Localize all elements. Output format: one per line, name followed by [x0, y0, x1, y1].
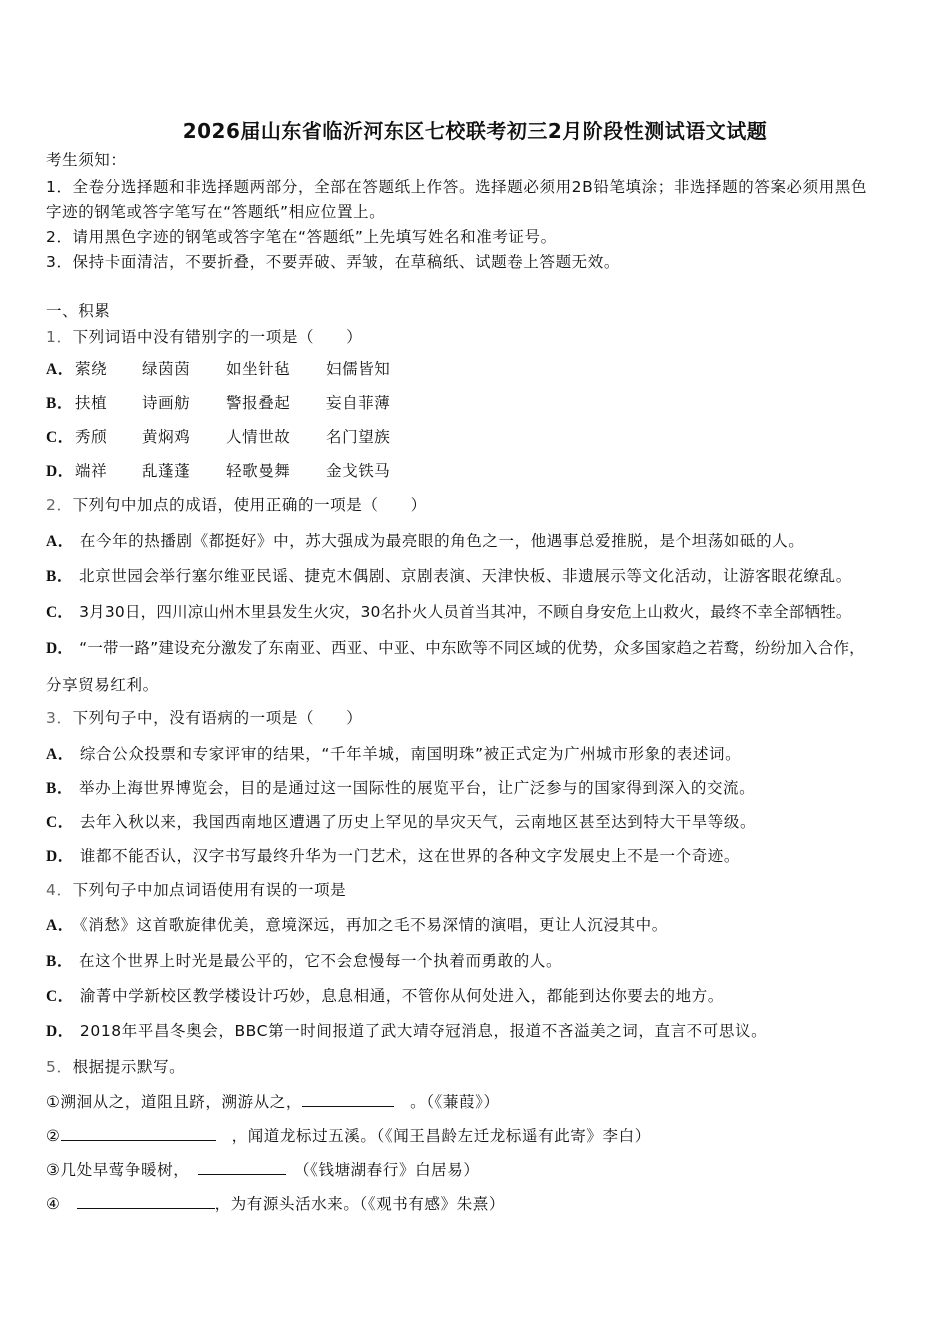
option-label: D． — [46, 1023, 74, 1040]
q4-option-b — [46, 951, 562, 972]
option-word: 绿茵茵 — [142, 360, 191, 378]
question-number: 4． — [46, 881, 73, 899]
option-label: C． — [46, 814, 74, 831]
option-text: 在今年的热播剧《都挺好》中，苏大强成为最亮眼的角色之一，他遇事总爱推脱，是个坦荡如砥的人。 — [79, 532, 805, 550]
option-word: 秀颀 — [75, 428, 108, 446]
question-text: 根据提示默写。 — [72, 1058, 186, 1076]
question-1-stem — [46, 327, 362, 347]
option-word: 警报叠起 — [226, 394, 291, 412]
notice-line: 2．请用黑色字迹的钢笔或答字笔在“答题纸”上先填写姓名和准考证号。 — [46, 228, 557, 246]
question-3-stem — [46, 708, 362, 728]
question-text: 下列句子中，没有语病的一项是（ ） — [72, 709, 363, 727]
option-label: B． — [46, 395, 74, 412]
item-source: （《钱塘湖春行》白居易） — [301, 1161, 480, 1179]
option-text: 2018年平昌冬奥会，BBC第一时间报道了武大靖夺冠消息，报道不吝溢美之词，直言不可思议。 — [79, 1022, 768, 1040]
option-label: A． — [46, 746, 74, 763]
q4-option-a — [46, 915, 668, 936]
q1-option-a — [46, 359, 546, 379]
answer-blank[interactable] — [61, 1125, 216, 1141]
q4-option-d — [46, 1021, 767, 1042]
item-text: ④ — [46, 1195, 61, 1213]
notice-heading: 考生须知： — [46, 151, 127, 169]
option-label: B． — [46, 568, 74, 585]
item-source: ，为有源头活水来。（《观书有感》朱熹） — [214, 1195, 506, 1213]
question-text: 下列词语中没有错别字的一项是（ ） — [72, 328, 363, 346]
option-text: 综合公众投票和专家评审的结果，“千年羊城，南国明珠”被正式定为广州城市形象的表述词。 — [79, 745, 742, 763]
q4-option-c — [46, 986, 724, 1007]
option-label: C． — [46, 429, 74, 446]
option-text: 3月30日，四川凉山州木里县发生火灾，30名扑火人员首当其冲，不顾自身安危上山救火，最终不幸全部牺牲。 — [79, 603, 852, 621]
question-number: 1． — [46, 328, 73, 346]
option-word: 萦绕 — [75, 360, 108, 378]
item-source: ，闻道龙标过五溪。（《闻王昌龄左迁龙标遥有此寄》李白） — [231, 1127, 651, 1145]
option-text: 北京世园会举行塞尔维亚民谣、捷克木偶剧、京剧表演、天津快板、非遗展示等文化活动，让游客眼花缭乱。 — [79, 567, 852, 585]
q5-item-3 — [46, 1159, 479, 1180]
option-label: A． — [46, 917, 74, 934]
option-label: B． — [46, 780, 74, 797]
item-text: ①溯洄从之，道阻且跻，溯游从之， — [46, 1093, 302, 1111]
option-text: 去年入秋以来，我国西南地区遭遇了历史上罕见的旱灾天气，云南地区甚至达到特大干旱等级。 — [79, 813, 757, 831]
section-heading: 一、积累 — [46, 302, 111, 320]
answer-blank[interactable] — [302, 1091, 394, 1107]
option-word: 诗画舫 — [142, 394, 191, 412]
question-2-stem — [46, 495, 427, 515]
question-text: 下列句子中加点词语使用有误的一项是 — [72, 881, 347, 899]
q2-option-c — [46, 602, 852, 623]
option-label: C． — [46, 604, 74, 621]
option-word: 金戈铁马 — [326, 462, 391, 480]
q3-option-b — [46, 778, 755, 799]
option-text: 渝菁中学新校区教学楼设计巧妙，息息相通，不管你从何处进入，都能到达你要去的地方。 — [79, 987, 724, 1005]
option-label: D． — [46, 463, 74, 480]
option-word: 黄焖鸡 — [142, 428, 191, 446]
option-label: A． — [46, 361, 74, 378]
q1-option-b — [46, 393, 546, 413]
option-word: 妄自菲薄 — [326, 394, 391, 412]
q2-option-d-continued: 分享贸易红利。 — [46, 676, 159, 694]
option-text: 举办上海世界博览会，目的是通过这一国际性的展览平台，让广泛参与的国家得到深入的交流。 — [79, 779, 756, 797]
option-label: B． — [46, 953, 74, 970]
option-label: C． — [46, 988, 74, 1005]
q5-item-1 — [46, 1091, 500, 1112]
item-text: ② — [46, 1127, 61, 1145]
option-text: “一带一路”建设充分激发了东南亚、西亚、中亚、中东欧等不同区域的优势，众多国家趋之若鹜，纷纷加入合作， — [79, 639, 865, 657]
option-label: D． — [46, 848, 74, 865]
option-word: 妇儒皆知 — [326, 360, 391, 378]
question-number: 3． — [46, 709, 73, 727]
q2-option-a — [46, 531, 804, 552]
option-text: 《消愁》这首歌旋律优美，意境深远，再加之毛不易深情的演唱，更让人沉浸其中。 — [79, 916, 668, 934]
option-text: 在这个世界上时光是最公平的，它不会怠慢每一个执着而勇敢的人。 — [79, 952, 563, 970]
question-number: 5． — [46, 1058, 73, 1076]
notice-line: 3．保持卡面清洁，不要折叠，不要弄破、弄皱，在草稿纸、试题卷上答题无效。 — [46, 253, 620, 271]
option-word: 扶植 — [75, 394, 108, 412]
answer-blank[interactable] — [77, 1193, 215, 1209]
q2-option-b — [46, 566, 852, 587]
notice-line: 1．全卷分选择题和非选择题两部分，全部在答题纸上作答。选择题必须用2B铅笔填涂；非选择题的答案必须用黑色 — [46, 178, 868, 196]
option-word: 端祥 — [75, 462, 108, 480]
question-5-stem — [46, 1057, 185, 1077]
option-word: 人情世故 — [226, 428, 291, 446]
option-label: D． — [46, 640, 74, 657]
option-word: 名门望族 — [326, 428, 391, 446]
option-label: A． — [46, 533, 74, 550]
answer-blank[interactable] — [198, 1159, 286, 1175]
question-number: 2． — [46, 496, 73, 514]
option-word: 如坐针毡 — [226, 360, 291, 378]
option-word: 轻歌曼舞 — [226, 462, 291, 480]
option-text: 谁都不能否认，汉字书写最终升华为一门艺术，这在世界的各种文字发展史上不是一个奇迹。 — [79, 847, 741, 865]
item-text: ③几处早莺争暖树， — [46, 1161, 182, 1179]
q5-item-4 — [46, 1193, 505, 1214]
notice-line: 字迹的钢笔或答字笔写在“答题纸”相应位置上。 — [46, 203, 386, 221]
option-word: 乱蓬蓬 — [142, 462, 191, 480]
q3-option-c — [46, 812, 756, 833]
q1-option-c — [46, 427, 546, 447]
item-source: 。（《蒹葭》） — [410, 1093, 500, 1111]
q2-option-d — [46, 638, 865, 659]
question-4-stem — [46, 880, 346, 900]
q3-option-a — [46, 744, 741, 765]
question-text: 下列句中加点的成语，使用正确的一项是（ ） — [72, 496, 427, 514]
q1-option-d — [46, 461, 546, 481]
document-title: 2026届山东省临沂河东区七校联考初三2月阶段性测试语文试题 — [182, 119, 768, 143]
q5-item-2 — [46, 1125, 651, 1146]
q3-option-d — [46, 846, 740, 867]
